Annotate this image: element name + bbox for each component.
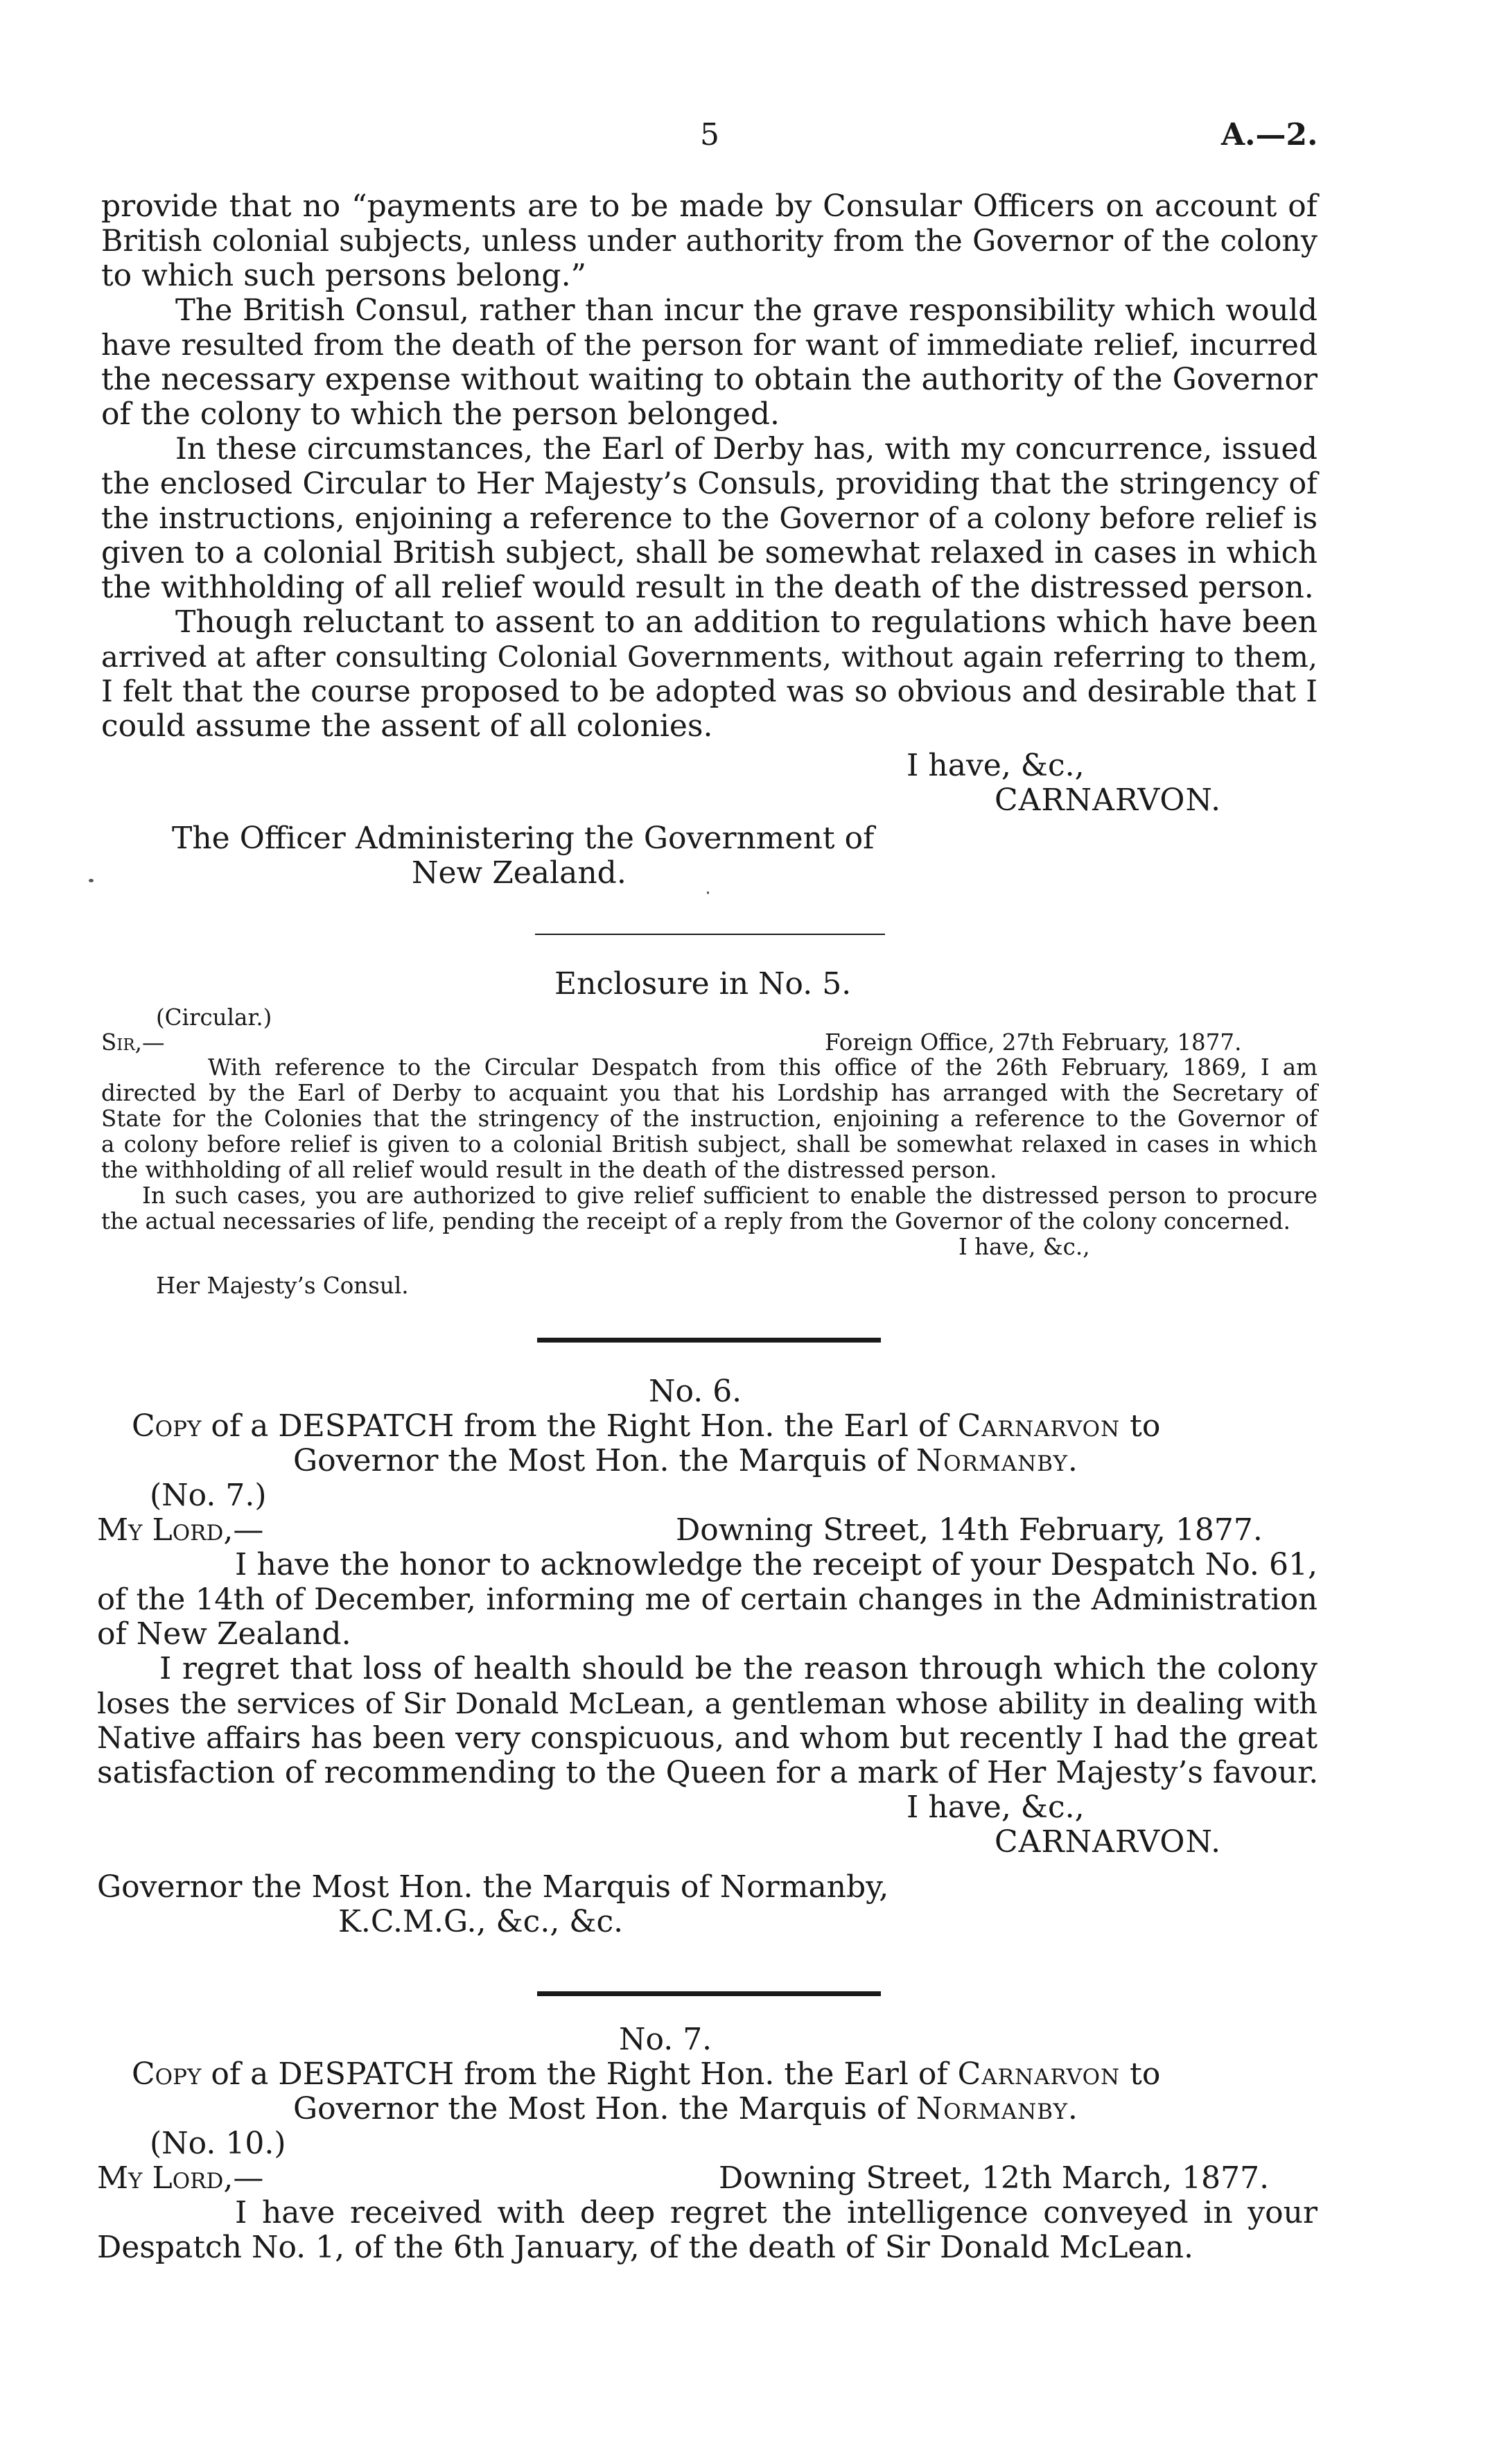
body-line: of the colony to which the person belonged. (101, 396, 780, 432)
body-line: could assume the assent of all colonies. (101, 708, 713, 744)
despatch-heading-line (293, 1444, 1078, 1478)
enclosure-line: a colony before relief is given to a colonial British subject, shall be somewhat relaxed in cases in which (101, 1131, 1317, 1157)
body-line: the enclosed Circular to Her Majesty’s Consuls, providing that the stringency of (101, 466, 1317, 501)
body-line: I felt that the course proposed to be adopted was so obvious and desirable that I (101, 674, 1317, 709)
place-date: Foreign Office, 27th February, 1877. (825, 1029, 1242, 1056)
salutation: Sir,— (101, 1029, 165, 1056)
page-number: 5 (700, 117, 719, 152)
heading-sender-name: Carnarvon (957, 1408, 1121, 1444)
heading-text: to (1130, 2056, 1161, 2092)
section-divider (537, 1338, 881, 1343)
circular-label: (Circular.) (156, 1004, 272, 1031)
body-line: of the 14th of December, informing me of certain changes in the Administration (97, 1582, 1317, 1617)
enclosure-line: State for the Colonies that the stringency of the instruction, enjoining a reference to the Governor of (101, 1106, 1317, 1132)
place-date: Downing Street, 12th March, 1877. (719, 2160, 1270, 2196)
body-line: I regret that loss of health should be the reason through which the colony (159, 1651, 1317, 1686)
body-line: British colonial subjects, unless under authority from the Governor of the colony (101, 224, 1317, 259)
closing-line: I have, &c., (907, 748, 1085, 783)
heading-recipient-name: Normanby. (916, 1443, 1078, 1478)
body-line: have resulted from the death of the person for want of immediate relief, incurred (101, 328, 1317, 362)
body-line: The British Consul, rather than incur the grave responsibility which would (175, 293, 1317, 328)
despatch-heading-line (132, 2057, 1160, 2092)
addressee-line: New Zealand. (412, 855, 627, 891)
body-line: I have received with deep regret the intelligence conveyed in your (235, 2195, 1317, 2230)
body-line: the instructions, enjoining a reference to the Governor of a colony before relief is (101, 501, 1317, 535)
salutation: My Lord,— (97, 1512, 264, 1548)
body-line: Despatch No. 1, of the 6th January, of the death of Sir Donald McLean. (97, 2230, 1194, 2265)
body-line: to which such persons belong.” (101, 258, 587, 293)
body-line: Native affairs has been very conspicuous, and whom but recently I had the great (97, 1721, 1317, 1756)
heading-sender-name: Carnarvon (957, 2056, 1121, 2092)
section-divider (535, 934, 885, 935)
addressee-line: The Officer Administering the Government of (172, 821, 875, 856)
section-divider (537, 1991, 881, 1996)
heading-text: to (1130, 1408, 1161, 1444)
heading-text: of a DESPATCH from the Right Hon. the Earl of (211, 1408, 948, 1444)
body-line: satisfaction of recommending to the Queen for a mark of Her Majesty’s favour. (97, 1755, 1319, 1790)
body-line: the necessary expense without waiting to obtain the authority of the Governor (101, 362, 1317, 397)
print-speck (707, 891, 709, 894)
body-line: the withholding of all relief would result in the death of the distressed person. (101, 570, 1314, 605)
document-reference: A.—2. (1221, 117, 1318, 152)
body-line: given to a colonial British subject, shall be somewhat relaxed in cases in which (101, 536, 1317, 570)
body-line: provide that no “payments are to be made by Consular Officers on account of (101, 189, 1317, 224)
despatch-number: No. 6. (649, 1374, 742, 1409)
enclosure-line: With reference to the Circular Despatch from this office of the 26th February, 1869, I am (208, 1054, 1317, 1081)
signature: CARNARVON. (995, 1824, 1222, 1860)
heading-copy-word: Copy (132, 2056, 202, 2092)
despatch-serial: (No. 7.) (150, 1478, 267, 1513)
enclosure-line: In such cases, you are authorized to give relief sufficient to enable the distressed person to procure (142, 1182, 1317, 1209)
heading-text: of a DESPATCH from the Right Hon. the Earl of (211, 2056, 948, 2092)
heading-copy-word: Copy (132, 1408, 202, 1444)
body-line: Though reluctant to assent to an addition to regulations which have been (175, 604, 1317, 640)
despatch-heading-line (293, 2092, 1078, 2126)
despatch-serial: (No. 10.) (150, 2126, 286, 2161)
body-line: arrived at after consulting Colonial Governments, without again referring to them, (101, 640, 1317, 674)
heading-text: Governor the Most Hon. the Marquis of (293, 2091, 907, 2126)
heading-recipient-name: Normanby. (916, 2091, 1078, 2126)
enclosure-line: the withholding of all relief would result in the death of the distressed person. (101, 1157, 997, 1183)
addressee-line: Governor the Most Hon. the Marquis of Normanby, (97, 1869, 889, 1905)
place-date: Downing Street, 14th February, 1877. (676, 1512, 1263, 1548)
closing-line: I have, &c., (907, 1790, 1085, 1825)
print-speck (89, 879, 94, 882)
enclosure-line: the actual necessaries of life, pending the receipt of a reply from the Governor of the colony concerned. (101, 1208, 1290, 1234)
despatch-number: No. 7. (619, 2022, 712, 2057)
despatch-heading-line (132, 1409, 1160, 1444)
body-line: loses the services of Sir Donald McLean, a gentleman whose ability in dealing with (97, 1686, 1317, 1720)
salutation: My Lord,— (97, 2160, 264, 2196)
enclosure-line: directed by the Earl of Derby to acquaint you that his Lordship has arranged with the Secretary of (101, 1080, 1317, 1106)
body-line: of New Zealand. (97, 1616, 351, 1652)
addressee-line: Her Majesty’s Consul. (156, 1273, 409, 1299)
body-line: In these circumstances, the Earl of Derby has, with my concurrence, issued (175, 432, 1317, 466)
addressee-line: K.C.M.G., &c., &c. (338, 1904, 624, 1939)
body-line: I have the honor to acknowledge the receipt of your Despatch No. 61, (235, 1547, 1317, 1582)
closing-line: I have, &c., (958, 1234, 1090, 1260)
enclosure-title: Enclosure in No. 5. (554, 966, 852, 1002)
heading-text: Governor the Most Hon. the Marquis of (293, 1443, 907, 1478)
signature: CARNARVON. (995, 783, 1222, 818)
